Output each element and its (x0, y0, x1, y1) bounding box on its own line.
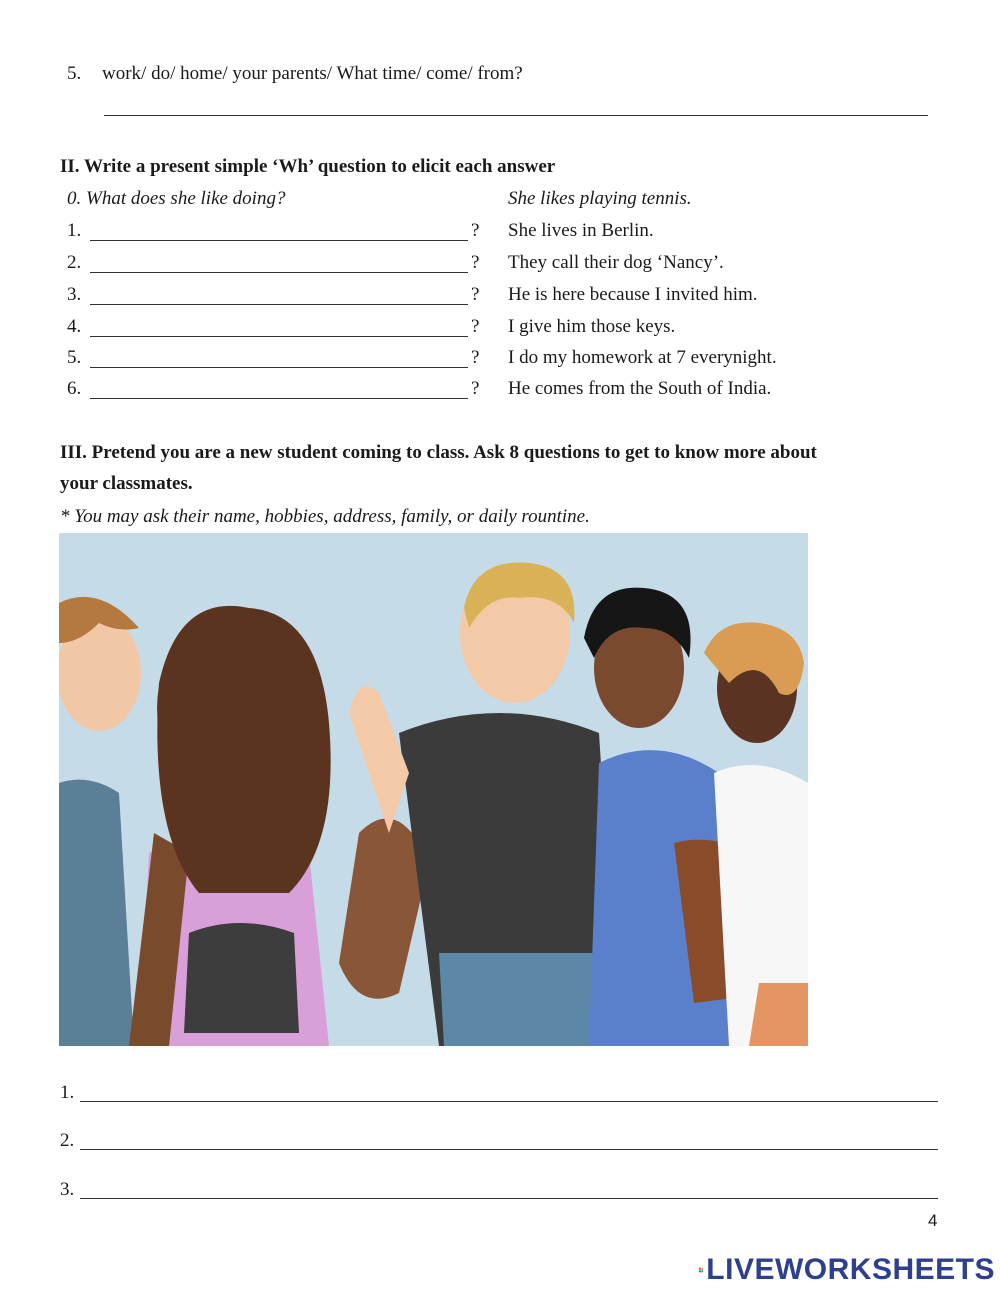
item-5-answer-line[interactable] (104, 93, 928, 116)
question-mark: ? (471, 378, 480, 399)
given-answer: They call their dog ‘Nancy’. (508, 252, 724, 273)
question-answer-line[interactable] (90, 282, 468, 305)
section-3-note: * You may ask their name, hobbies, address, family, or daily rountine. (60, 506, 590, 527)
group-of-students-illustration (59, 533, 808, 1046)
question-number: 1. (67, 220, 82, 241)
liveworksheets-brand (699, 1253, 995, 1287)
section-3-heading-line-1: III. Pretend you are a new student coming to class. Ask 8 questions to get to know more about (60, 442, 817, 463)
question-number: 6. (67, 378, 82, 399)
classmate-question-number: 1. (60, 1082, 75, 1103)
page-number: 4 (928, 1211, 938, 1230)
given-answer: I do my homework at 7 everynight. (508, 347, 777, 368)
given-answer: He comes from the South of India. (508, 378, 772, 399)
question-mark: ? (471, 316, 480, 337)
classmate-question-line[interactable] (80, 1176, 938, 1199)
question-answer-line[interactable] (90, 250, 468, 273)
liveworksheets-logo-icon (699, 1257, 703, 1283)
question-answer-line[interactable] (90, 314, 468, 337)
example-question: 0. What does she like doing? (67, 188, 286, 209)
question-number: 3. (67, 284, 82, 305)
question-mark: ? (471, 252, 480, 273)
question-number: 2. (67, 252, 82, 273)
given-answer: She lives in Berlin. (508, 220, 654, 241)
section-2-heading: II. Write a present simple ‘Wh’ question to elicit each answer (60, 156, 556, 177)
given-answer: He is here because I invited him. (508, 284, 758, 305)
liveworksheets-wordmark: LIVEWORKSHEETS (706, 1253, 995, 1286)
question-answer-line[interactable] (90, 376, 468, 399)
item-5-prompt: work/ do/ home/ your parents/ What time/ come/ from? (102, 63, 523, 84)
question-answer-line[interactable] (90, 345, 468, 368)
question-number: 4. (67, 316, 82, 337)
question-number: 5. (67, 347, 82, 368)
classmate-question-line[interactable] (80, 1127, 938, 1150)
classmate-question-number: 2. (60, 1130, 75, 1151)
question-mark: ? (471, 220, 480, 241)
question-mark: ? (471, 284, 480, 305)
classmate-question-number: 3. (60, 1179, 75, 1200)
question-mark: ? (471, 347, 480, 368)
classmate-question-line[interactable] (80, 1079, 938, 1102)
section-3-heading-line-2: your classmates. (60, 473, 193, 494)
given-answer: I give him those keys. (508, 316, 676, 337)
example-answer: She likes playing tennis. (508, 188, 692, 209)
question-answer-line[interactable] (90, 218, 468, 241)
item-5-number: 5. (67, 63, 82, 84)
